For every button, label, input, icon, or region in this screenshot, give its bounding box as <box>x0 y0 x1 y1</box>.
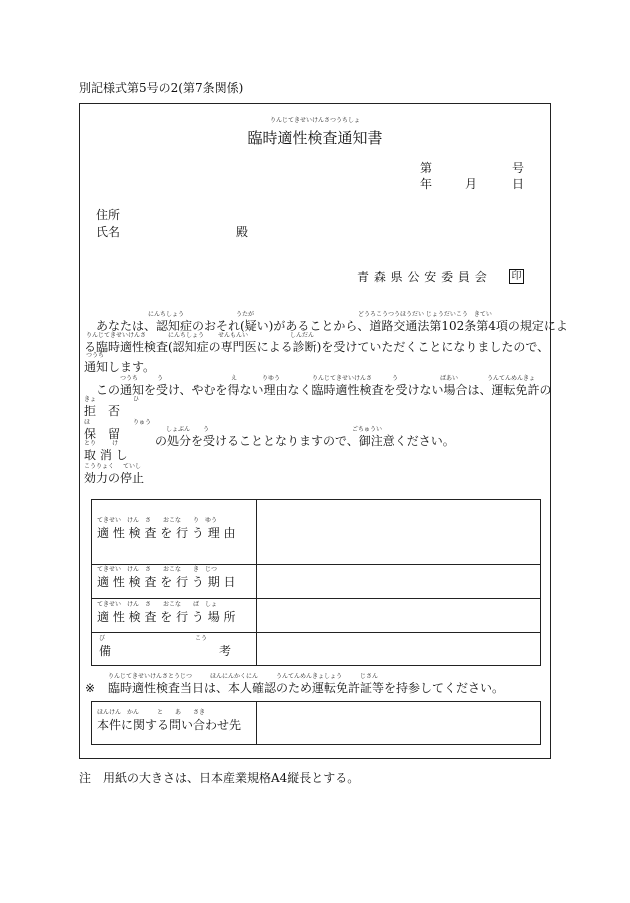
ruby-u: う <box>157 375 164 382</box>
contact-ruby: ほんけん かん と あ さき <box>97 709 206 716</box>
body-p2-tail: の処分を受けることとなりますので、御注意ください。 <box>155 434 455 448</box>
ruby-dourokoutsuu: どうろこうつうほうだい じょうだいこう きてい <box>358 311 492 318</box>
contact-label: 本件に関する問い合わせ先 <box>97 718 242 732</box>
reason-value[interactable] <box>257 506 540 563</box>
note-ruby: りんじてきせいけんさとうじつ ほんにんかくにん うんてんめんきょしょう じさん <box>108 673 379 680</box>
month-label: 月 <box>465 177 478 191</box>
form-number-label: 別記様式第5号の2(第7条関係) <box>79 81 244 95</box>
ruby-kyo: きょ <box>84 396 97 403</box>
ruby-shindan: しんだん <box>290 332 315 339</box>
ruby-ninchisho2: にんちしょう <box>168 332 205 339</box>
option-suspension-effect: 効力の停止 <box>84 471 145 485</box>
table-row-line <box>91 564 541 565</box>
table-row-ruby: てきせい けん さ おこな り ゆう <box>97 517 218 524</box>
ruby-shobun: しょぶん <box>166 426 191 433</box>
body-p1-line2: る臨時適性検査(認知症の専門医による診断)を受けていただくことになりましたので、 <box>84 340 550 354</box>
table-divider <box>256 701 257 745</box>
ruby-u3: う <box>203 426 210 433</box>
ruby-riyuu: りゆう <box>262 375 281 382</box>
ruby-senmoni: せんもんい <box>218 332 249 339</box>
ruby-baai: ばあい <box>440 375 459 382</box>
seal-stamp: 印 <box>509 269 524 284</box>
number-prefix: 第 <box>420 161 433 175</box>
ruby-unten: うんてんめんきょ <box>487 375 536 382</box>
table-row-ruby: てきせい けん さ おこな き じつ <box>97 566 218 573</box>
note-mark: ※ <box>85 681 96 695</box>
ruby-teishi: ていし <box>123 463 142 470</box>
ruby-ryuu: りゅう <box>133 419 152 426</box>
body-p1-line3: 通知します。 <box>84 360 156 374</box>
ruby-tsuchi2: つうち <box>120 375 139 382</box>
name-label: 氏名 <box>96 225 121 239</box>
option-revocation: 取 消 し <box>84 448 128 462</box>
ruby-ke: け <box>112 440 119 447</box>
ruby-rinji: りんじてきせいけんさ <box>86 332 147 339</box>
footer-note: 注 用紙の大きさは、日本産業規格A4縦長とする。 <box>79 771 360 785</box>
option-suspension: 保 留 <box>84 427 121 441</box>
row-label-reason: 適 性 検 査 を 行 う 理 由 <box>97 526 236 540</box>
table-row-line <box>91 632 541 633</box>
ruby-kouryoku: こうりょく <box>84 463 115 470</box>
ruby-utagai: うたが <box>236 311 255 318</box>
day-label: 日 <box>512 177 525 191</box>
number-suffix: 号 <box>512 161 525 175</box>
ruby-ninchisho: にんちしょう <box>148 311 185 318</box>
row-label-remarks: 備 考 <box>99 644 232 658</box>
body-p2-line1: この通知を受け、やむを得ない理由なく臨時適性検査を受けない場合は、運転免許の <box>96 383 552 397</box>
note-text: 臨時適性検査当日は、本人確認のため運転免許証等を持参してください。 <box>108 681 505 695</box>
year-label: 年 <box>420 177 433 191</box>
row-label-date: 適 性 検 査 を 行 う 期 日 <box>97 575 236 589</box>
table-row-ruby: てきせい けん さ おこな ば しょ <box>97 601 218 608</box>
option-refusal: 拒 否 <box>84 404 121 418</box>
title-ruby: りんじてきせいけんさつうちしょ <box>269 117 360 124</box>
ruby-rinji2: りんじてきせいけんさ <box>312 375 373 382</box>
honorific: 殿 <box>236 225 249 239</box>
ruby-hi: ひ <box>133 396 140 403</box>
row-label-place: 適 性 検 査 を 行 う 場 所 <box>97 610 236 624</box>
issuer-name: 青 森 県 公 安 委 員 会 <box>357 270 488 284</box>
ruby-e: え <box>231 375 238 382</box>
table-row-ruby: び こう <box>99 635 208 642</box>
ruby-tsuchi: つうち <box>86 352 105 359</box>
ruby-u2: う <box>392 375 399 382</box>
address-label: 住所 <box>96 208 121 222</box>
ruby-tori: とり <box>84 440 97 447</box>
table-row-line <box>91 598 541 599</box>
ruby-ho: ほ <box>84 419 91 426</box>
document-title: 臨時適性検査通知書 <box>247 129 383 147</box>
ruby-gochuui: ごちゅうい <box>352 426 383 433</box>
body-p1-line1: あなたは、認知症のおそれ(疑い)があることから、道路交通法第102条第4項の規定によ <box>96 319 568 333</box>
